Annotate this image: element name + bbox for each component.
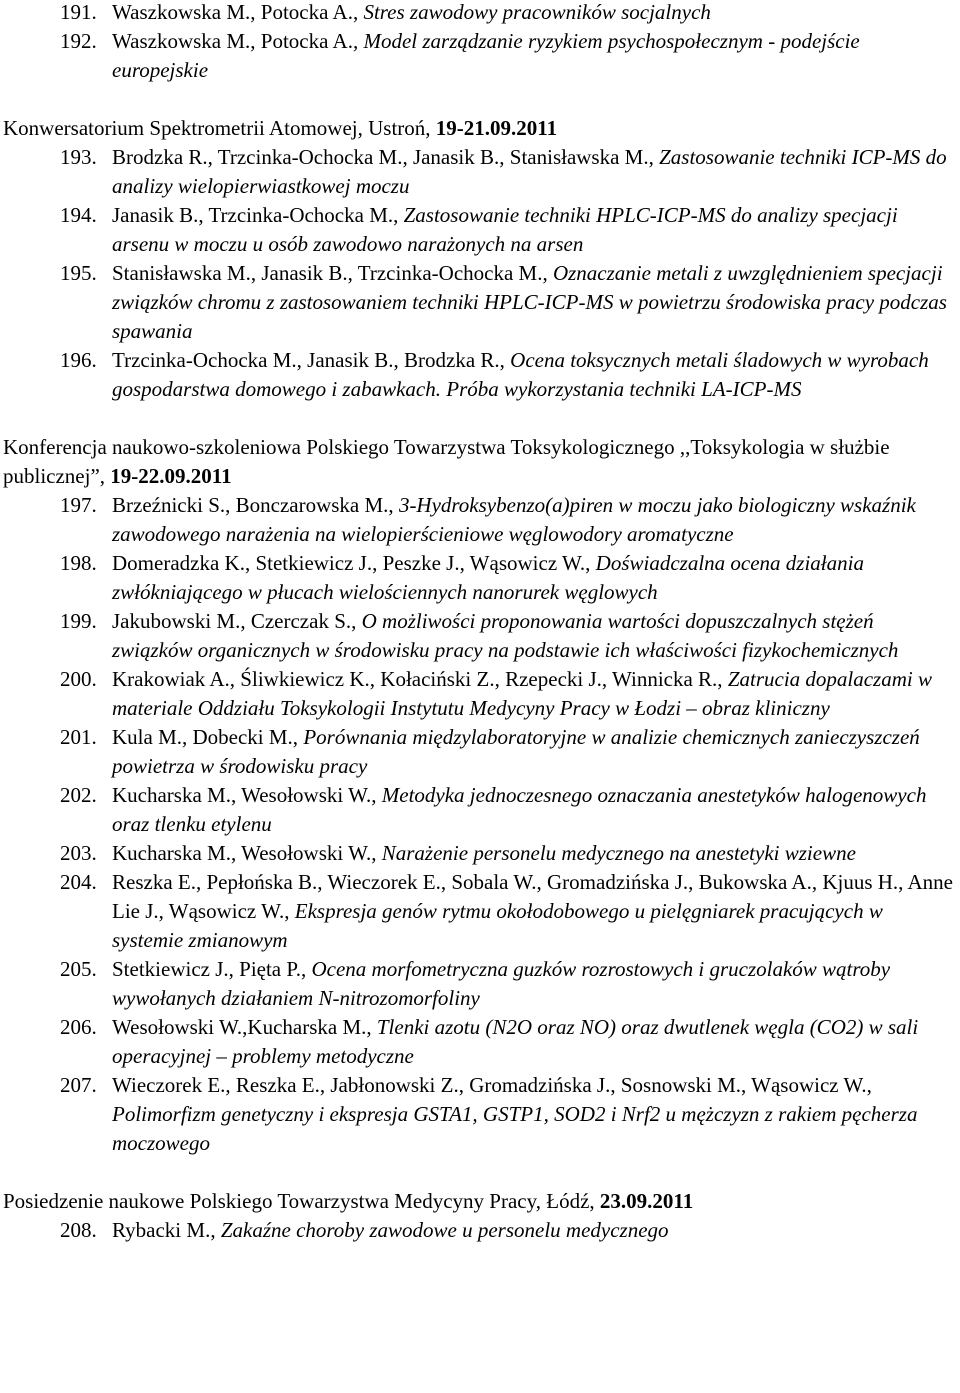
entry-authors: Reszka E., Pepłońska B., Wieczorek E., Sobala W., Gromadzińska J., Bukowska A., Kjuus H., Anne Lie J., Wąsowicz W., [112, 870, 953, 923]
entry-number: 202. [60, 783, 97, 807]
entry-title: Stres zawodowy pracowników socjalnych [358, 0, 711, 24]
entry-title: Narażenie personelu medycznego na anestetyki wziewne [376, 841, 856, 865]
entry-authors: Kula M., Dobecki M., [112, 725, 299, 749]
entry-title: Zastosowanie techniki HPLC-ICP-MS do analizy specjacji arsenu w moczu u osób zawodowo narażonych na arsen [112, 203, 898, 256]
reference-entry [3, 1071, 958, 1158]
entry-number: 204. [60, 870, 97, 894]
entry-title: Ocena toksycznych metali śladowych w wyrobach gospodarstwa domowego i zabawkach. Próba wykorzystania techniki LA-ICP-MS [112, 348, 929, 401]
reference-entry [3, 491, 958, 549]
reference-entry [3, 868, 958, 955]
entry-number: 206. [60, 1015, 97, 1039]
entry-authors: Stetkiewicz J., Pięta P., [112, 957, 307, 981]
entry-title: Zastosowanie techniki ICP-MS do analizy wielopierwiastkowej moczu [112, 145, 947, 198]
entry-number: 196. [60, 348, 97, 372]
entry-authors: Brzeźnicki S., Bonczarowska M., [112, 493, 394, 517]
entry-title: Doświadczalna ocena działania zwłókniającego w płucach wielościennych nanorurek węglowych [112, 551, 864, 604]
entry-number: 195. [60, 261, 97, 285]
entry-title: Ocena morfometryczna guzków rozrostowych i gruczolaków wątroby wywołanych działaniem N-nitrozomorfoliny [112, 957, 891, 1010]
entry-number: 193. [60, 145, 97, 169]
reference-entry [3, 549, 958, 607]
entry-title: Porównania międzylaboratoryjne w analizie chemicznych zanieczyszczeń powietrza w środowisku pracy [112, 725, 920, 778]
reference-entry [3, 0, 958, 27]
section-heading-date: 23.09.2011 [599, 1189, 694, 1213]
entry-authors: Kucharska M., Wesołowski W., [112, 841, 377, 865]
entry-number: 203. [60, 841, 97, 865]
entry-number: 207. [60, 1073, 97, 1097]
entry-title: 3-Hydroksybenzo(a)piren w moczu jako biologiczny wskaźnik zawodowego narażenia na wielopierścieniowe węglowodory aromatyczne [112, 493, 916, 546]
reference-entry [3, 143, 958, 201]
section-heading-date: 19-22.09.2011 [110, 464, 232, 488]
reference-entry [3, 201, 958, 259]
section-heading-text: Konferencja naukowo-szkoleniowa Polskiego Towarzystwa Toksykologicznego ,,Toksykologia w służbie publicznej”, [3, 435, 890, 488]
entry-title: , Model zarządzanie ryzykiem psychospołecznym - podejście europejskie [112, 29, 860, 82]
reference-entry [3, 1216, 958, 1245]
entry-authors: Wieczorek E., Reszka E., Jabłonowski Z., Gromadzińska J., Sosnowski M., Wąsowicz W., [112, 1073, 872, 1097]
reference-entry [3, 723, 958, 781]
entry-number: 201. [60, 725, 97, 749]
entry-authors: Domeradzka K., Stetkiewicz J., Peszke J., Wąsowicz W., [112, 551, 591, 575]
section-heading [3, 433, 958, 491]
entry-number: 208. [60, 1218, 97, 1242]
entry-authors: Waszkowska M., Potocka A., [112, 0, 359, 24]
entry-title: Polimorfizm genetyczny i ekspresja GSTA1, GSTP1, SOD2 i Nrf2 u mężczyzn z rakiem pęcherza moczowego [112, 1102, 918, 1155]
entry-title: Tlenki azotu (N2O oraz NO) oraz dwutlenek węgla (CO2) w sali operacyjnej – problemy metodyczne [112, 1015, 919, 1068]
reference-entry [3, 27, 958, 85]
entry-number: 199. [60, 609, 97, 633]
entry-authors: Janasik B., Trzcinka-Ochocka M., [112, 203, 399, 227]
section-heading-date: 19-21.09.2011 [435, 116, 558, 140]
entry-authors: Stanisławska M., Janasik B., Trzcinka-Ochocka M., [112, 261, 548, 285]
entry-number: 192. [60, 29, 97, 53]
entry-authors: Rybacki M., [112, 1218, 216, 1242]
reference-entry [3, 346, 958, 404]
entry-title: Zatrucia dopalaczami w materiale Oddziału Toksykologii Instytutu Medycyny Pracy w Łodzi – obraz kliniczny [112, 667, 932, 720]
reference-entry [3, 665, 958, 723]
entry-authors: Brodzka R., Trzcinka-Ochocka M., Janasik B., Stanisławska M., [112, 145, 654, 169]
section-heading [3, 1187, 958, 1216]
entry-title: O możliwości proponowania wartości dopuszczalnych stężeń związków organicznych w środowisku pracy na podstawie ich właściwości fizykochemicznych [112, 609, 899, 662]
reference-entry [3, 839, 958, 868]
entry-number: 197. [60, 493, 97, 517]
entry-number: 205. [60, 957, 97, 981]
reference-entry [3, 955, 958, 1013]
entry-authors: Trzcinka-Ochocka M., Janasik B., Brodzka R., [112, 348, 505, 372]
entry-title: Metodyka jednoczesnego oznaczania anestetyków halogenowych oraz tlenku etylenu [112, 783, 927, 836]
entry-authors: Waszkowska M., Potocka A. [112, 29, 353, 53]
entry-authors: Jakubowski M., Czerczak S., [112, 609, 357, 633]
entry-authors: Krakowiak A., Śliwkiewicz K., Kołaciński Z., Rzepecki J., Winnicka R., [112, 667, 723, 691]
entry-title: Zakaźne choroby zawodowe u personelu medycznego [215, 1218, 669, 1242]
entry-number: 194. [60, 203, 97, 227]
section-heading [3, 114, 958, 143]
entry-title: Oznaczanie metali z uwzględnieniem specjacji związków chromu z zastosowaniem techniki HPLC-ICP-MS w powietrzu środowiska pracy podczas spawania [112, 261, 947, 343]
entry-authors: Wesołowski W.,Kucharska M., [112, 1015, 372, 1039]
document-page [3, 0, 958, 1245]
section-heading-text: Posiedzenie naukowe Polskiego Towarzystwa Medycyny Pracy, Łódź, [3, 1189, 600, 1213]
reference-entry [3, 1013, 958, 1071]
entry-number: 191. [60, 0, 97, 24]
entry-number: 198. [60, 551, 97, 575]
entry-number: 200. [60, 667, 97, 691]
reference-entry [3, 607, 958, 665]
section-heading-text: Konwersatorium Spektrometrii Atomowej, Ustroń, [3, 116, 436, 140]
reference-entry [3, 781, 958, 839]
entry-authors: Kucharska M., Wesołowski W., [112, 783, 377, 807]
entry-title: Ekspresja genów rytmu okołodobowego u pielęgniarek pracujących w systemie zmianowym [112, 899, 883, 952]
reference-entry [3, 259, 958, 346]
